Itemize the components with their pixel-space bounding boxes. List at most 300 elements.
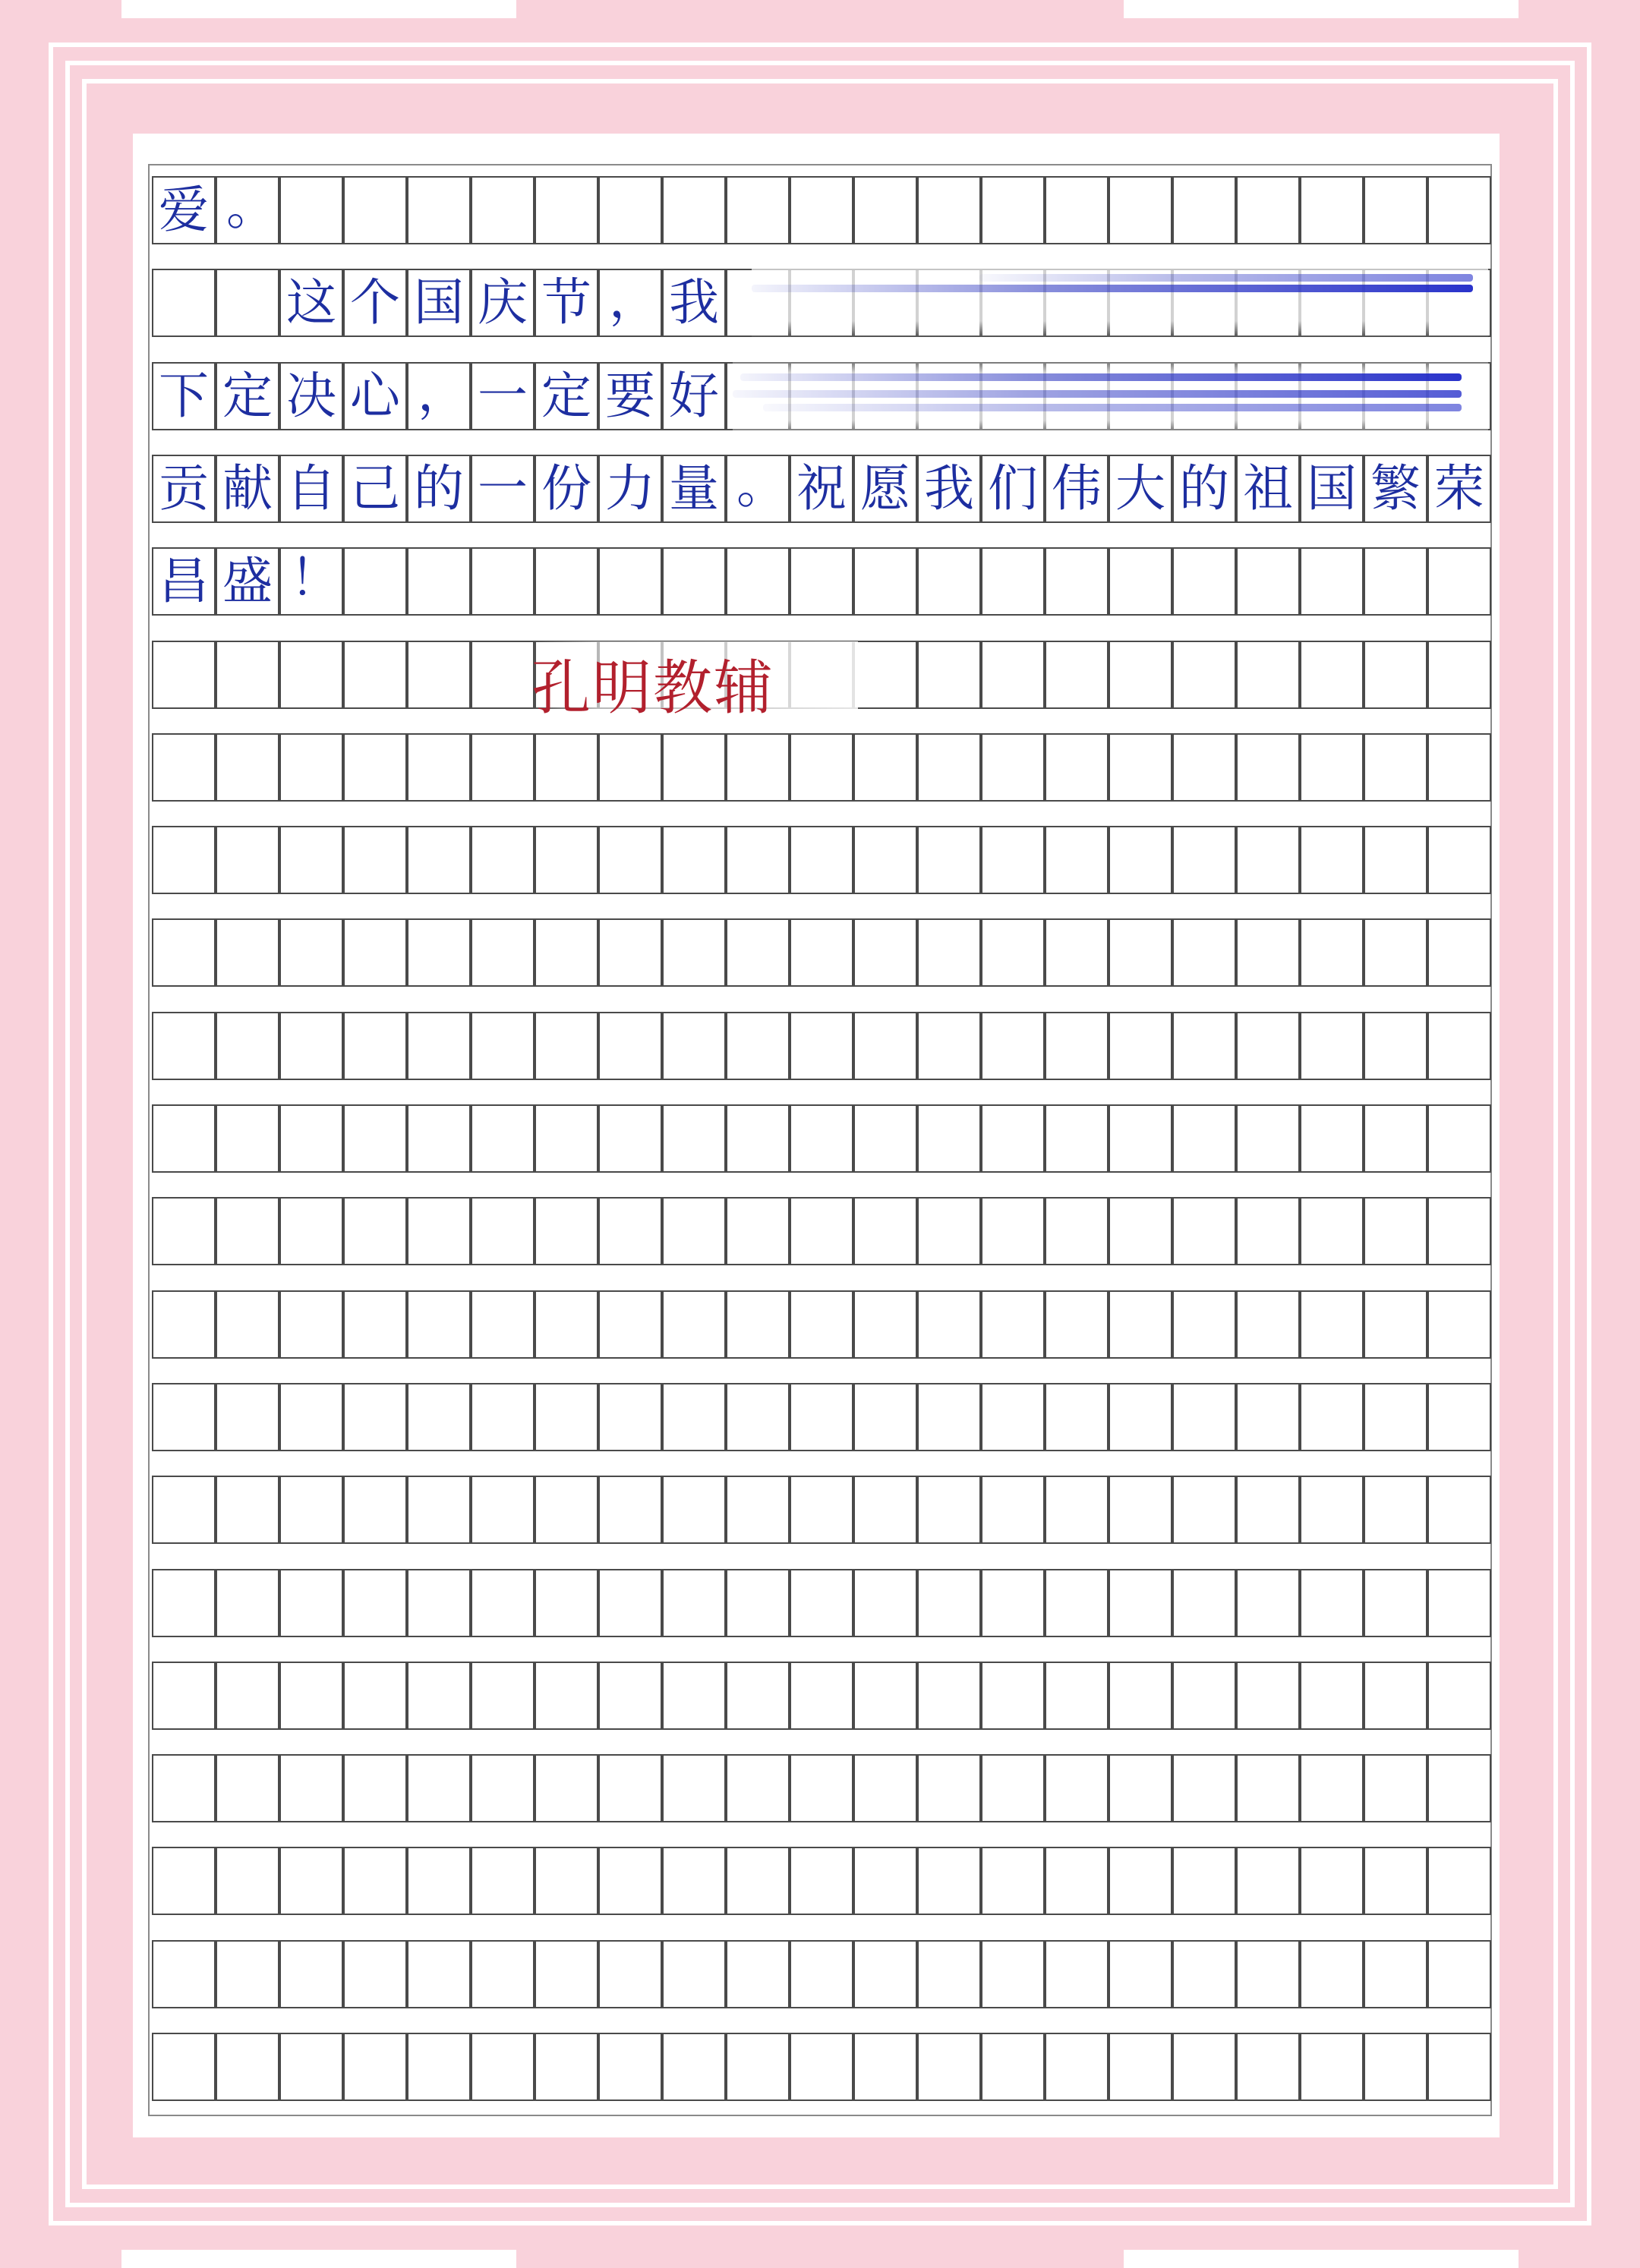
grid-cell (790, 1383, 853, 1451)
grid-cell: 定 (216, 362, 279, 430)
grid-cell (981, 826, 1045, 894)
grid-cell (598, 1569, 662, 1637)
grid-cell (1427, 1197, 1491, 1265)
grid-cell (726, 733, 790, 802)
grid-cell (407, 641, 471, 709)
grid-cell (1300, 1476, 1364, 1544)
grid-cell (535, 1476, 598, 1544)
grid-cell: ， (598, 269, 662, 337)
grid-cell (1300, 362, 1364, 430)
grid-cell (981, 269, 1045, 337)
grid-cell (216, 269, 279, 337)
grid-cell (1236, 1940, 1300, 2008)
grid-cell (1045, 1569, 1109, 1637)
grid-cell (279, 641, 343, 709)
grid-cell: 献 (216, 455, 279, 523)
grid-cell (471, 1847, 535, 1915)
grid-cell (343, 176, 407, 244)
grid-cell (981, 362, 1045, 430)
grid-cell (917, 176, 981, 244)
grid-cell (598, 826, 662, 894)
grid-cell (471, 1569, 535, 1637)
grid-cell (471, 1476, 535, 1544)
grid-cell (598, 1662, 662, 1730)
grid-cell (535, 547, 598, 616)
grid-cell (1300, 269, 1364, 337)
grid-cell (981, 1847, 1045, 1915)
grid-cell (917, 641, 981, 709)
grid-cell (662, 733, 726, 802)
grid-cell: 决 (279, 362, 343, 430)
grid-cell (1172, 176, 1236, 244)
grid-cell (662, 1197, 726, 1265)
grid-cell (1427, 826, 1491, 894)
grid-cell (726, 1012, 790, 1080)
watermark: 孔明教辅 (531, 641, 858, 725)
grid-cell (853, 641, 917, 709)
grid-cell: 的 (1172, 455, 1236, 523)
grid-row (152, 362, 1488, 430)
grid-cell (152, 2033, 216, 2101)
grid-cell (790, 826, 853, 894)
grid-cell (917, 2033, 981, 2101)
grid-cell (1045, 918, 1109, 987)
grid-cell (790, 1104, 853, 1173)
grid-cell (343, 1012, 407, 1080)
grid-cell (216, 826, 279, 894)
grid-cell (853, 1104, 917, 1173)
grid-cell (1172, 1754, 1236, 1822)
grid-cell (1300, 1662, 1364, 1730)
grid-cell (1236, 2033, 1300, 2101)
grid-cell (535, 1104, 598, 1173)
grid-cell (1427, 547, 1491, 616)
grid-cell (1172, 918, 1236, 987)
grid-cell (216, 1847, 279, 1915)
grid-cell (471, 1383, 535, 1451)
grid-cell (726, 1290, 790, 1359)
grid-cell (1109, 269, 1172, 337)
grid-cell (279, 1012, 343, 1080)
grid-cell (279, 2033, 343, 2101)
grid-cell (917, 1290, 981, 1359)
grid-cell (1236, 547, 1300, 616)
grid-cell: 自 (279, 455, 343, 523)
grid-cell (1236, 1012, 1300, 1080)
grid-cell (279, 1847, 343, 1915)
grid-cell (917, 1012, 981, 1080)
grid-cell (1236, 1197, 1300, 1265)
grid-cell (343, 1569, 407, 1637)
grid-cell (790, 1662, 853, 1730)
grid-cell (853, 2033, 917, 2101)
grid-cell (152, 1012, 216, 1080)
grid-cell (1236, 733, 1300, 802)
grid-cell (1109, 1569, 1172, 1637)
grid-cell (981, 1197, 1045, 1265)
grid-cell (1427, 641, 1491, 709)
grid-cell (1172, 1662, 1236, 1730)
grid-cell (1300, 1290, 1364, 1359)
grid-row (152, 826, 1488, 894)
grid-cell (152, 1197, 216, 1265)
grid-cell (152, 1662, 216, 1730)
grid-cell (598, 1383, 662, 1451)
grid-cell: 的 (407, 455, 471, 523)
grid-cell (917, 1940, 981, 2008)
grid-cell (1236, 1383, 1300, 1451)
grid-row (152, 455, 1488, 523)
grid-cell (598, 733, 662, 802)
grid-cell (279, 733, 343, 802)
grid-cell: 份 (535, 455, 598, 523)
grid-row (152, 1104, 1488, 1173)
grid-cell (216, 1290, 279, 1359)
grid-cell (535, 1290, 598, 1359)
grid-cell (981, 1383, 1045, 1451)
grid-cell: 繁 (1364, 455, 1427, 523)
grid-cell (1236, 1476, 1300, 1544)
grid-cell (535, 1754, 598, 1822)
grid-cell (1109, 1754, 1172, 1822)
grid-cell (1364, 641, 1427, 709)
grid-cell (216, 2033, 279, 2101)
grid-cell (662, 176, 726, 244)
grid-cell (1364, 2033, 1427, 2101)
grid-cell (343, 547, 407, 616)
grid-cell (853, 1662, 917, 1730)
grid-cell (917, 1569, 981, 1637)
grid-cell (662, 1754, 726, 1822)
grid-cell (790, 733, 853, 802)
grid-cell (790, 918, 853, 987)
grid-cell (981, 1104, 1045, 1173)
grid-cell (1364, 1940, 1427, 2008)
grid-cell (1172, 826, 1236, 894)
grid-cell: 盛 (216, 547, 279, 616)
grid-cell (279, 1197, 343, 1265)
grid-cell (662, 1662, 726, 1730)
grid-row (152, 1662, 1488, 1730)
grid-cell (407, 176, 471, 244)
grid-cell (1045, 1290, 1109, 1359)
grid-cell (1172, 1290, 1236, 1359)
grid-cell (662, 918, 726, 987)
grid-cell (662, 1569, 726, 1637)
grid-cell (216, 1383, 279, 1451)
grid-cell (279, 1940, 343, 2008)
grid-cell (535, 826, 598, 894)
grid-cell (726, 1476, 790, 1544)
grid-cell (1045, 269, 1109, 337)
grid-cell (1427, 918, 1491, 987)
grid-cell (726, 1940, 790, 2008)
frame-bottom-band (121, 2250, 516, 2268)
grid-cell (853, 1847, 917, 1915)
grid-cell (1109, 2033, 1172, 2101)
grid-cell (1109, 1383, 1172, 1451)
grid-cell (152, 918, 216, 987)
grid-cell (726, 1104, 790, 1173)
grid-row (152, 547, 1488, 616)
grid-cell (726, 269, 790, 337)
grid-cell (1109, 826, 1172, 894)
grid-cell (1300, 733, 1364, 802)
grid-cell (917, 1847, 981, 1915)
grid-cell (1364, 1012, 1427, 1080)
grid-cell (535, 1940, 598, 2008)
grid-cell (535, 1569, 598, 1637)
grid-cell (535, 1662, 598, 1730)
grid-cell (343, 1290, 407, 1359)
grid-cell (1109, 1290, 1172, 1359)
grid-cell (535, 1012, 598, 1080)
grid-row (152, 918, 1488, 987)
grid-cell (471, 641, 535, 709)
grid-cell (981, 1940, 1045, 2008)
grid-row (152, 733, 1488, 802)
grid-cell: 这 (279, 269, 343, 337)
grid-cell (216, 733, 279, 802)
grid-cell: 要 (598, 362, 662, 430)
grid-cell (471, 826, 535, 894)
grid-cell (343, 1754, 407, 1822)
grid-cell (853, 269, 917, 337)
grid-cell (726, 176, 790, 244)
grid-cell (726, 1197, 790, 1265)
grid-cell (152, 1476, 216, 1544)
grid-cell: 个 (343, 269, 407, 337)
grid-cell (1427, 1847, 1491, 1915)
grid-cell (1045, 733, 1109, 802)
grid-cell (216, 1569, 279, 1637)
grid-cell (279, 1290, 343, 1359)
grid-cell: 。 (216, 176, 279, 244)
grid-cell (1427, 1012, 1491, 1080)
grid-cell (1172, 1012, 1236, 1080)
grid-cell (662, 1012, 726, 1080)
grid-cell (598, 1754, 662, 1822)
grid-row (152, 1940, 1488, 2008)
grid-cell: ！ (279, 547, 343, 616)
grid-cell: 荣 (1427, 455, 1491, 523)
grid-cell (1109, 1476, 1172, 1544)
grid-cell (1427, 1662, 1491, 1730)
grid-cell (535, 733, 598, 802)
grid-cell (662, 1476, 726, 1544)
grid-cell (1300, 2033, 1364, 2101)
grid-cell (1236, 362, 1300, 430)
grid-cell: 一 (471, 362, 535, 430)
grid-cell (1045, 176, 1109, 244)
grid-cell (1045, 1104, 1109, 1173)
grid-cell (471, 2033, 535, 2101)
grid-cell (279, 1476, 343, 1544)
grid-cell (471, 547, 535, 616)
grid-cell (790, 1847, 853, 1915)
grid-cell (1364, 1754, 1427, 1822)
grid-cell (598, 176, 662, 244)
grid-cell (407, 1104, 471, 1173)
grid-cell (1300, 1940, 1364, 2008)
grid-cell (1109, 1197, 1172, 1265)
grid-cell (662, 1383, 726, 1451)
grid-cell (152, 1940, 216, 2008)
grid-cell (407, 1383, 471, 1451)
grid-cell (1300, 918, 1364, 987)
grid-cell (152, 1290, 216, 1359)
grid-cell (471, 1940, 535, 2008)
grid-cell (1172, 1197, 1236, 1265)
grid-cell (1045, 547, 1109, 616)
grid-cell (1045, 1662, 1109, 1730)
grid-cell (1427, 176, 1491, 244)
grid-cell (279, 1662, 343, 1730)
grid-cell (343, 2033, 407, 2101)
grid-cell (152, 1104, 216, 1173)
grid-cell (790, 1012, 853, 1080)
grid-cell (1427, 1383, 1491, 1451)
grid-cell (1109, 641, 1172, 709)
grid-cell (279, 1569, 343, 1637)
grid-cell (1109, 1847, 1172, 1915)
grid-cell (216, 1754, 279, 1822)
grid-cell (662, 1847, 726, 1915)
grid-cell (407, 2033, 471, 2101)
grid-cell (1172, 2033, 1236, 2101)
grid-cell (216, 1197, 279, 1265)
grid-cell (471, 918, 535, 987)
grid-cell (790, 1290, 853, 1359)
grid-cell (1109, 1940, 1172, 2008)
grid-row (152, 1754, 1488, 1822)
grid-cell (1364, 1197, 1427, 1265)
grid-cell (853, 1383, 917, 1451)
grid-cell (407, 733, 471, 802)
grid-cell (790, 1754, 853, 1822)
grid-cell (790, 362, 853, 430)
grid-cell (407, 918, 471, 987)
grid-cell: 大 (1109, 455, 1172, 523)
grid-cell: 贡 (152, 455, 216, 523)
grid-cell (216, 1104, 279, 1173)
grid-cell (981, 176, 1045, 244)
grid-cell (917, 1662, 981, 1730)
grid-cell (1109, 547, 1172, 616)
grid-cell (917, 547, 981, 616)
grid-cell (1236, 1104, 1300, 1173)
grid-cell (790, 2033, 853, 2101)
grid-cell (152, 1569, 216, 1637)
grid-cell (598, 1940, 662, 2008)
grid-cell (343, 826, 407, 894)
grid-cell (790, 1940, 853, 2008)
grid-cell (152, 641, 216, 709)
grid-cell (471, 1104, 535, 1173)
grid-row (152, 1197, 1488, 1265)
grid-cell (279, 826, 343, 894)
grid-cell (917, 1104, 981, 1173)
grid-cell (981, 2033, 1045, 2101)
grid-cell (1236, 176, 1300, 244)
grid-cell: 伟 (1045, 455, 1109, 523)
grid-cell: 。 (726, 455, 790, 523)
grid-cell (407, 1290, 471, 1359)
grid-cell (1300, 826, 1364, 894)
grid-cell (726, 1662, 790, 1730)
grid-cell (1427, 269, 1491, 337)
grid-cell (1045, 1197, 1109, 1265)
grid-cell (598, 547, 662, 616)
grid-cell (1236, 1847, 1300, 1915)
grid-cell (790, 1197, 853, 1265)
grid-cell (279, 176, 343, 244)
grid-cell (152, 1754, 216, 1822)
grid-cell (662, 826, 726, 894)
grid-cell (1236, 1569, 1300, 1637)
grid-cell (981, 547, 1045, 616)
grid-cell (1364, 1847, 1427, 1915)
grid-cell (1364, 918, 1427, 987)
grid-cell (1172, 641, 1236, 709)
grid-cell (853, 1754, 917, 1822)
grid-cell (853, 1569, 917, 1637)
grid-cell (853, 176, 917, 244)
grid-cell (598, 1847, 662, 1915)
grid-cell (1364, 547, 1427, 616)
grid-cell (790, 269, 853, 337)
grid-cell (343, 1197, 407, 1265)
grid-cell (790, 1476, 853, 1544)
grid-cell (981, 1290, 1045, 1359)
grid-cell (1109, 176, 1172, 244)
grid-cell (1364, 1383, 1427, 1451)
grid-cell (662, 2033, 726, 2101)
grid-cell (535, 1847, 598, 1915)
grid-cell (407, 1940, 471, 2008)
grid-cell (917, 269, 981, 337)
grid-cell: 心 (343, 362, 407, 430)
grid-cell (1109, 362, 1172, 430)
grid-cell (535, 1383, 598, 1451)
grid-cell (1172, 1104, 1236, 1173)
grid-cell: 国 (407, 269, 471, 337)
grid-cell (853, 362, 917, 430)
grid-cell (535, 2033, 598, 2101)
grid-cell (535, 176, 598, 244)
grid-cell (1427, 362, 1491, 430)
grid-cell (152, 826, 216, 894)
grid-cell (662, 1104, 726, 1173)
grid-cell (535, 918, 598, 987)
grid-cell (598, 1012, 662, 1080)
grid-row (152, 1012, 1488, 1080)
grid-cell (407, 1197, 471, 1265)
grid-cell (1045, 1754, 1109, 1822)
grid-cell (917, 918, 981, 987)
grid-cell (1427, 733, 1491, 802)
grid-cell (1045, 826, 1109, 894)
grid-cell (1364, 1104, 1427, 1173)
grid-cell (1236, 1290, 1300, 1359)
grid-cell (598, 918, 662, 987)
grid-row (152, 2033, 1488, 2101)
grid-cell (343, 733, 407, 802)
grid-cell (853, 826, 917, 894)
grid-cell (917, 826, 981, 894)
grid-cell (726, 2033, 790, 2101)
grid-cell (1364, 362, 1427, 430)
